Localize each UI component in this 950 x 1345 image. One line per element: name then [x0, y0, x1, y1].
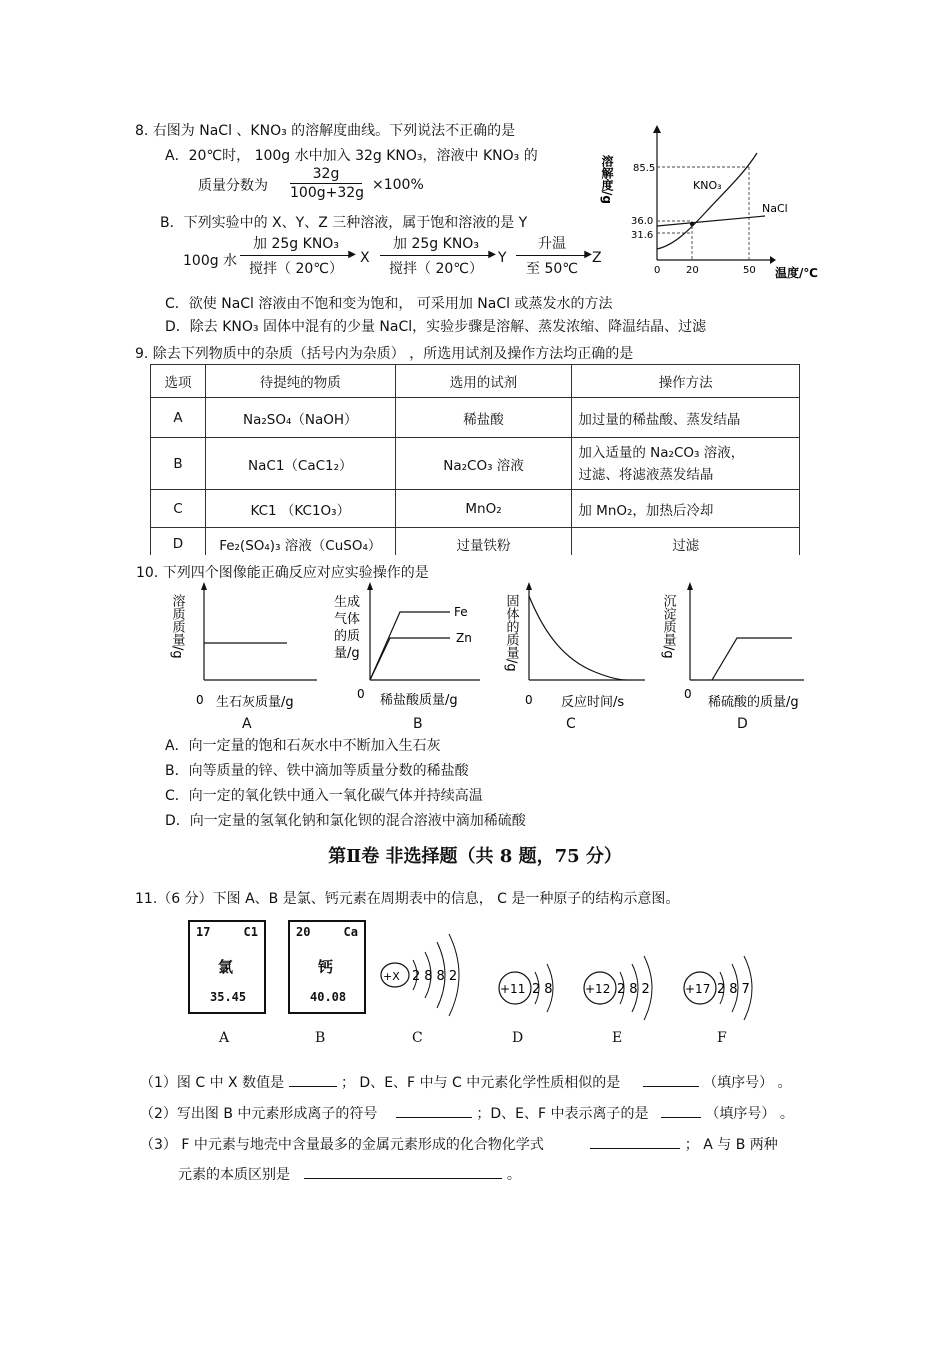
graph-b-ylabel: 生成气体的质量/g	[334, 595, 361, 661]
q8-stem: 8. 右图为 NaCl 、KNO₃ 的溶解度曲线。下列说法不正确的是	[135, 123, 516, 139]
cell-reagent: Na₂CO₃ 溶液	[395, 438, 572, 490]
atom-f-letter: F	[717, 1030, 727, 1046]
atom-e	[584, 956, 654, 1020]
cell-substance: Na₂SO₄（NaOH）	[205, 398, 395, 438]
origin-label: 0	[684, 687, 692, 701]
q8-option-d: D．除去 KNO₃ 固体中混有的少量 NaCl，实验步骤是溶解、蒸发浓缩、降温结晶、过滤	[165, 319, 707, 335]
blank-similar-element[interactable]	[643, 1072, 699, 1087]
atom-c	[381, 934, 461, 1016]
blank-ion-symbol[interactable]	[396, 1103, 472, 1118]
q11-p1-text-b: ； D、E、F 中与 C 中元素化学性质相似的是	[340, 1075, 621, 1091]
cell-option: C	[151, 490, 206, 528]
atomic-number: 20	[296, 925, 311, 939]
q8-b-x: X	[360, 250, 370, 266]
header-substance: 待提纯的物质	[205, 365, 395, 398]
atom-f	[684, 956, 754, 1020]
q10-graph-b	[330, 580, 490, 720]
q8-fraction	[290, 166, 365, 201]
q8-b-start: 100g 水	[183, 253, 238, 269]
y-axis-arrow-icon	[687, 582, 693, 590]
x-tick-50: 50	[743, 265, 756, 276]
q11-p3-text-a: （3） F 中元素与地壳中含量最多的金属元素形成的化合物化学式	[140, 1137, 544, 1153]
q8-fraction-suffix: ×100%	[372, 177, 424, 193]
q8-b-z: Z	[592, 250, 602, 266]
atom-d-letter: D	[512, 1030, 524, 1046]
intersection-point	[690, 222, 694, 226]
q11-p2-text-a: （2）写出图 B 中元素形成离子的符号	[140, 1106, 378, 1122]
cell-reagent: 过量铁粉	[395, 528, 572, 560]
q9-table	[150, 364, 800, 560]
element-card-ca	[288, 920, 366, 1014]
q8-b-arrow-3-bottom: 至 50℃	[526, 261, 578, 277]
blank-essential-difference[interactable]	[304, 1164, 502, 1179]
graph-b-fe-label: Fe	[454, 605, 468, 619]
graph-b-letter: B	[413, 716, 423, 732]
q11-part-1	[140, 1072, 792, 1092]
graph-b-xlabel: 稀盐酸质量/g	[380, 693, 458, 708]
blank-compound-formula[interactable]	[590, 1134, 680, 1149]
q8-option-c: C．欲使 NaCl 溶液由不饱和变为饱和， 可采用加 NaCl 或蒸发水的方法	[165, 296, 613, 312]
atom-f-shells: 287	[717, 982, 754, 997]
y-tick-85-5: 85.5	[633, 163, 656, 174]
q10-stem: 10. 下列四个图像能正确反应对应实验操作的是	[136, 565, 429, 581]
header-option: 选项	[151, 365, 206, 398]
graph-b-fe-line	[370, 612, 450, 680]
q8-fraction-denominator: 100g+32g	[290, 185, 365, 201]
q8-option-a: A．20℃时， 100g 水中加入 32g KNO₃，溶液中 KNO₃ 的	[165, 148, 538, 164]
q8-fraction-numerator: 32g	[290, 166, 362, 184]
cell-option: D	[151, 528, 206, 560]
q9-stem: 9. 除去下列物质中的杂质（括号内为杂质） ，所选用试剂及操作方法均正确的是	[135, 346, 634, 362]
y-axis-arrow-icon	[526, 582, 532, 590]
header-method: 操作方法	[572, 365, 800, 398]
arrow-icon: ▶	[380, 255, 492, 256]
graph-d-letter: D	[737, 716, 748, 732]
chart-ylabel: 溶解度/g	[600, 155, 614, 204]
q8-b-y: Y	[498, 250, 507, 266]
section-2-title: 第Ⅱ卷 非选择题（共 8 题，75 分）	[328, 846, 622, 867]
element-name: 氯	[218, 958, 234, 976]
kno3-label: KNO₃	[693, 179, 722, 192]
q11-p1-text-c: （填序号） 。	[703, 1075, 792, 1091]
origin-label: 0	[525, 693, 533, 707]
cell-method: 过滤	[572, 528, 800, 560]
q8-b-arrow-3	[516, 233, 592, 278]
q11-p3-text-b: ； A 与 B 两种	[684, 1137, 778, 1153]
element-symbol: C1	[243, 925, 258, 939]
q10-graph-c	[505, 580, 655, 720]
graph-b-zn-line	[370, 638, 450, 680]
q8-b-arrow-3-top: 升温	[538, 236, 566, 252]
element-card-cl	[188, 920, 266, 1014]
q11-stem: 11.（6 分）下图 A、B 是氯、钙元素在周期表中的信息， C 是一种原子的结构示意图。	[135, 891, 680, 907]
x-tick-20: 20	[686, 265, 699, 276]
cell-method: 加 MnO₂，加热后冷却	[572, 490, 800, 528]
element-symbol: Ca	[343, 925, 358, 939]
q11-p3-text-c: 元素的本质区别是	[178, 1167, 290, 1183]
chart-xlabel: 温度/℃	[775, 266, 818, 280]
header-reagent: 选用的试剂	[395, 365, 572, 398]
q8-option-b: B．下列实验中的 X、Y、Z 三种溶液，属于饱和溶液的是 Y	[160, 215, 528, 231]
arrow-icon: ▶	[240, 255, 352, 256]
graph-d-ylabel: 沉淀质量/g	[660, 594, 676, 659]
graph-c-curve	[529, 596, 627, 680]
origin-label: 0	[357, 687, 365, 701]
q11-p1-text-a: （1）图 C 中 X 数值是	[140, 1075, 285, 1091]
graph-d-line	[712, 638, 792, 680]
cell-substance: KC1 （KC1O₃）	[205, 490, 395, 528]
graph-a-ylabel: 溶质质量/g	[169, 594, 185, 659]
y-axis-arrow-icon	[367, 582, 373, 590]
nacl-label: NaCl	[762, 202, 788, 215]
q11-p2-text-c: （填序号） 。	[705, 1106, 794, 1122]
graph-a-xlabel: 生石灰质量/g	[216, 695, 294, 710]
q10-option-a: A．向一定量的饱和石灰水中不断加入生石灰	[165, 738, 441, 754]
atom-c-nucleus: +X	[383, 970, 400, 983]
q10-graph-a	[169, 580, 322, 720]
cell-substance: Fe₂(SO₄)₃ 溶液（CuSO₄）	[205, 528, 395, 560]
table-row	[151, 398, 800, 438]
cell-option: A	[151, 398, 206, 438]
atomic-mass: 40.08	[310, 990, 347, 1004]
y-tick-31-6: 31.6	[631, 230, 654, 241]
table-row	[151, 438, 800, 490]
cell-option: B	[151, 438, 206, 490]
q10-option-b: B．向等质量的锌、铁中滴加等质量分数的稀盐酸	[165, 763, 469, 779]
cell-substance: NaC1（CaC1₂）	[205, 438, 395, 490]
atom-f-nucleus: +17	[685, 982, 711, 996]
arrow-icon: ▶	[516, 255, 588, 256]
q8-option-a-prefix: 质量分数为	[198, 178, 268, 194]
q8-b-arrow-2-bottom: 搅拌（ 20℃）	[389, 261, 483, 277]
atom-d-shells: 28	[532, 982, 557, 997]
cell-reagent: MnO₂	[395, 490, 572, 528]
origin-label: 0	[196, 693, 204, 707]
table-header-row	[151, 365, 800, 398]
atom-diagrams	[375, 930, 775, 1025]
atom-c-letter: C	[412, 1030, 423, 1046]
q11-p3-text-d: 。	[506, 1167, 521, 1183]
cell-reagent: 稀盐酸	[395, 398, 572, 438]
element-name: 钙	[318, 958, 334, 976]
card-b-letter: B	[315, 1030, 326, 1046]
q11-p2-text-b: ；D、E、F 中表示离子的是	[476, 1106, 649, 1122]
atom-d-nucleus: +11	[500, 982, 526, 996]
cell-method: 加过量的稀盐酸、蒸发结晶	[572, 398, 800, 438]
q8-b-arrow-1-top: 加 25g KNO₃	[253, 236, 339, 252]
atom-c-shells: 2882	[412, 969, 462, 984]
q8-b-arrow-2-top: 加 25g KNO₃	[393, 236, 479, 252]
atomic-number: 17	[196, 925, 211, 939]
q8-solubility-chart	[600, 125, 830, 285]
q10-option-d: D．向一定量的氢氧化钠和氯化钡的混合溶液中滴加稀硫酸	[165, 813, 526, 829]
q11-part-2	[140, 1103, 794, 1123]
q8-b-arrow-2	[380, 233, 496, 278]
x-axis-arrow-icon	[770, 256, 776, 264]
q8-b-arrow-1-bottom: 搅拌（ 20℃）	[249, 261, 343, 277]
atomic-mass: 35.45	[210, 990, 247, 1004]
x-tick-0: 0	[654, 265, 661, 276]
graph-c-xlabel: 反应时间/s	[561, 695, 625, 710]
atom-d	[499, 964, 557, 1012]
q11-part-3-line-2	[178, 1164, 521, 1184]
graph-d-xlabel: 稀硫酸的质量/g	[708, 695, 799, 710]
q10-graph-d	[662, 580, 812, 720]
card-a-letter: A	[219, 1030, 230, 1046]
graph-b-zn-label: Zn	[456, 631, 472, 645]
q11-part-3	[140, 1134, 778, 1154]
y-axis-arrow-icon	[653, 125, 661, 133]
q8-b-arrow-1	[240, 233, 356, 278]
atom-e-letter: E	[612, 1030, 623, 1046]
graph-c-letter: C	[566, 716, 576, 732]
graph-a-letter: A	[242, 716, 252, 732]
y-axis-arrow-icon	[201, 582, 207, 590]
q10-option-c: C．向一定的氧化铁中通入一氧化碳气体并持续高温	[165, 788, 483, 804]
table-row	[151, 490, 800, 528]
graph-c-ylabel: 固体的质量/g	[503, 594, 519, 672]
atom-e-shells: 282	[617, 982, 654, 997]
blank-ion-option[interactable]	[661, 1103, 701, 1118]
y-tick-36: 36.0	[631, 216, 654, 227]
cell-method: 加入适量的 Na₂CO₃ 溶液， 过滤、将滤液蒸发结晶	[572, 438, 800, 490]
atom-e-nucleus: +12	[585, 982, 611, 996]
blank-x-value[interactable]	[289, 1072, 337, 1087]
